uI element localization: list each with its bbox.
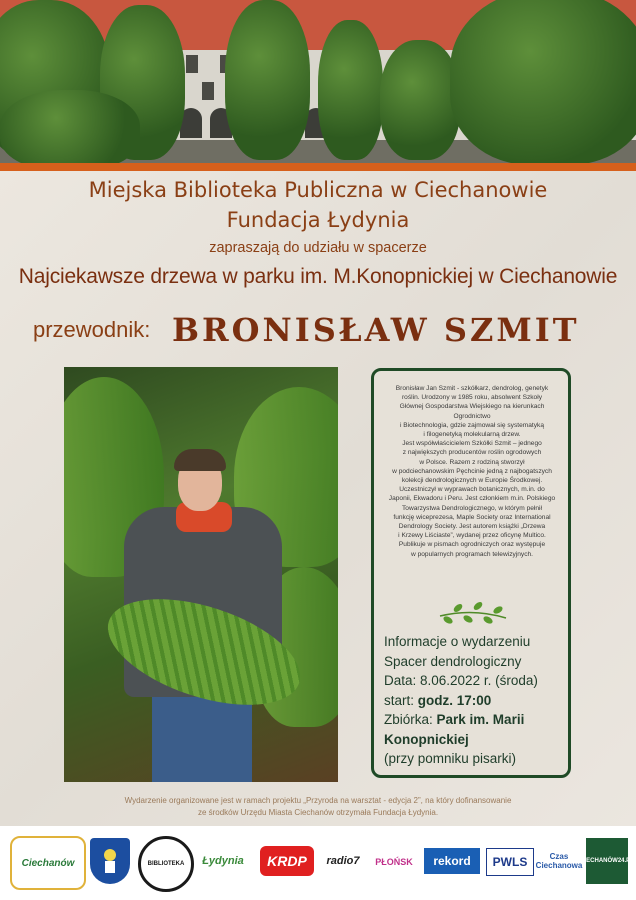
organizer-foundation: Fundacja Łydynia: [226, 208, 410, 232]
bio-line: i Biotechnologia, gdzie zajmował się systematyką: [399, 421, 545, 429]
bio-line: roślin. Urodzony w 1985 roku, absolwent Szkoły: [401, 394, 542, 402]
leaf-sprig-icon: [438, 598, 508, 626]
logo-ciechanow24: CIECHANÓW24.PL: [586, 838, 628, 884]
logo-radio7: radio7: [326, 855, 360, 867]
walk-title: Najciekawsze drzewa w parku im. M.Konopnickiej w Ciechanowie: [18, 265, 618, 288]
bio-line: Bronisław Jan Szmit - szkółkarz, dendrolog, genetyk: [395, 385, 549, 392]
invitation-text: zapraszają do udziału w spacerze: [209, 240, 427, 256]
organizer-library: Miejska Biblioteka Publiczna w Ciechanowie: [88, 178, 548, 202]
bio-line: Publikuje w pismach ogrodniczych oraz występuje: [398, 541, 546, 549]
event-info: [384, 632, 564, 769]
event-start: [384, 691, 564, 711]
funding-note: [0, 795, 636, 819]
bio-line: Ogrodnictwo: [453, 412, 491, 420]
bio-line: Japonii, Ekwadoru i Peru. Jest członkiem m.in. Polskiego: [388, 495, 556, 503]
logo-krdp: KRDP: [260, 846, 314, 876]
coat-of-arms-logo: [90, 838, 130, 884]
bio-line: w popularnych programach telewizyjnych.: [410, 550, 534, 558]
bio-line: kolekcji dendrologicznych w Europie Środkowej.: [401, 477, 543, 485]
funding-note-line: ze środków Urzędu Miasta Ciechanów otrzymała Fundacja Łydynia.: [197, 808, 439, 817]
bio-line: i filogenetyką molekularną drzew.: [423, 431, 521, 439]
tree: [0, 90, 140, 163]
bio-line: w podciechanowskim Pęchcinie jedną z najbogatszych: [392, 467, 552, 475]
bio-line: Towarzystwa Dendrologicznego, w którym pełnił: [402, 504, 542, 512]
logo-rekord: rekord: [424, 848, 480, 874]
guide-name: BRONISŁAW SZMIT: [172, 311, 580, 349]
bio-line: z największych producentów roślin ogrodowych: [402, 449, 542, 457]
logo-plonsk: PŁOŃSK: [375, 857, 413, 867]
meeting-label: Zbiórka:: [384, 712, 437, 727]
start-label: start:: [384, 692, 418, 708]
bio-line: Uczestniczył w wyprawach botanicznych, m.in. do: [399, 486, 545, 494]
bio-line: Dendrology Society. Jest autorem książki „Drzewa: [398, 523, 546, 531]
logo-lydynia: Łydynia: [202, 855, 244, 867]
logo-ciechanow: Ciechanów: [10, 836, 86, 890]
guide-bio: [378, 384, 566, 559]
bio-line: funkcję wiceprezesa, Maple Society oraz International: [393, 513, 551, 521]
bio-line: w Polsce. Razem z rodziną stworzył: [419, 458, 525, 466]
header-divider: [0, 163, 636, 171]
event-type: Spacer dendrologiczny: [384, 653, 522, 669]
event-date: Data: 8.06.2022 r. (środa): [384, 673, 538, 688]
funding-note-line: Wydarzenie organizowane jest w ramach projektu „Przyroda na warsztat - edycja 2”, na który dofinansowanie: [124, 796, 512, 805]
tree: [380, 40, 460, 160]
tree: [225, 0, 310, 160]
sponsor-logos: [0, 826, 636, 900]
tree: [450, 0, 636, 163]
guide-photo: [64, 367, 338, 782]
bio-line: Głównej Gospodarstwa Wiejskiego na kierunkach: [399, 403, 545, 411]
event-meeting: [384, 710, 564, 730]
window: [186, 55, 198, 73]
event-heading: Informacje o wydarzeniu: [384, 634, 531, 649]
window: [202, 82, 214, 100]
meeting-place: Park im. Marii: [436, 712, 525, 727]
start-time: godz. 17:00: [417, 692, 492, 708]
header-photo: [0, 0, 636, 163]
logo-czas: Czas Ciechanowa: [535, 852, 583, 870]
person-jeans: [152, 697, 252, 782]
meeting-place-cont: Konopnickiej: [384, 731, 469, 747]
bio-line: i Krzewy Liściaste”, wydanej przez oficynę Multico.: [398, 532, 546, 540]
guide-label: przewodnik:: [33, 317, 151, 342]
person-hair: [174, 449, 226, 471]
logo-pwls: PWLS: [486, 848, 534, 876]
meeting-note: (przy pomniku pisarki): [384, 751, 517, 766]
bio-line: Jest współwłaścicielem Szkółki Szmit – jednego: [402, 440, 542, 448]
tree: [318, 20, 383, 160]
logo-library: BIBLIOTEKA: [138, 836, 194, 892]
